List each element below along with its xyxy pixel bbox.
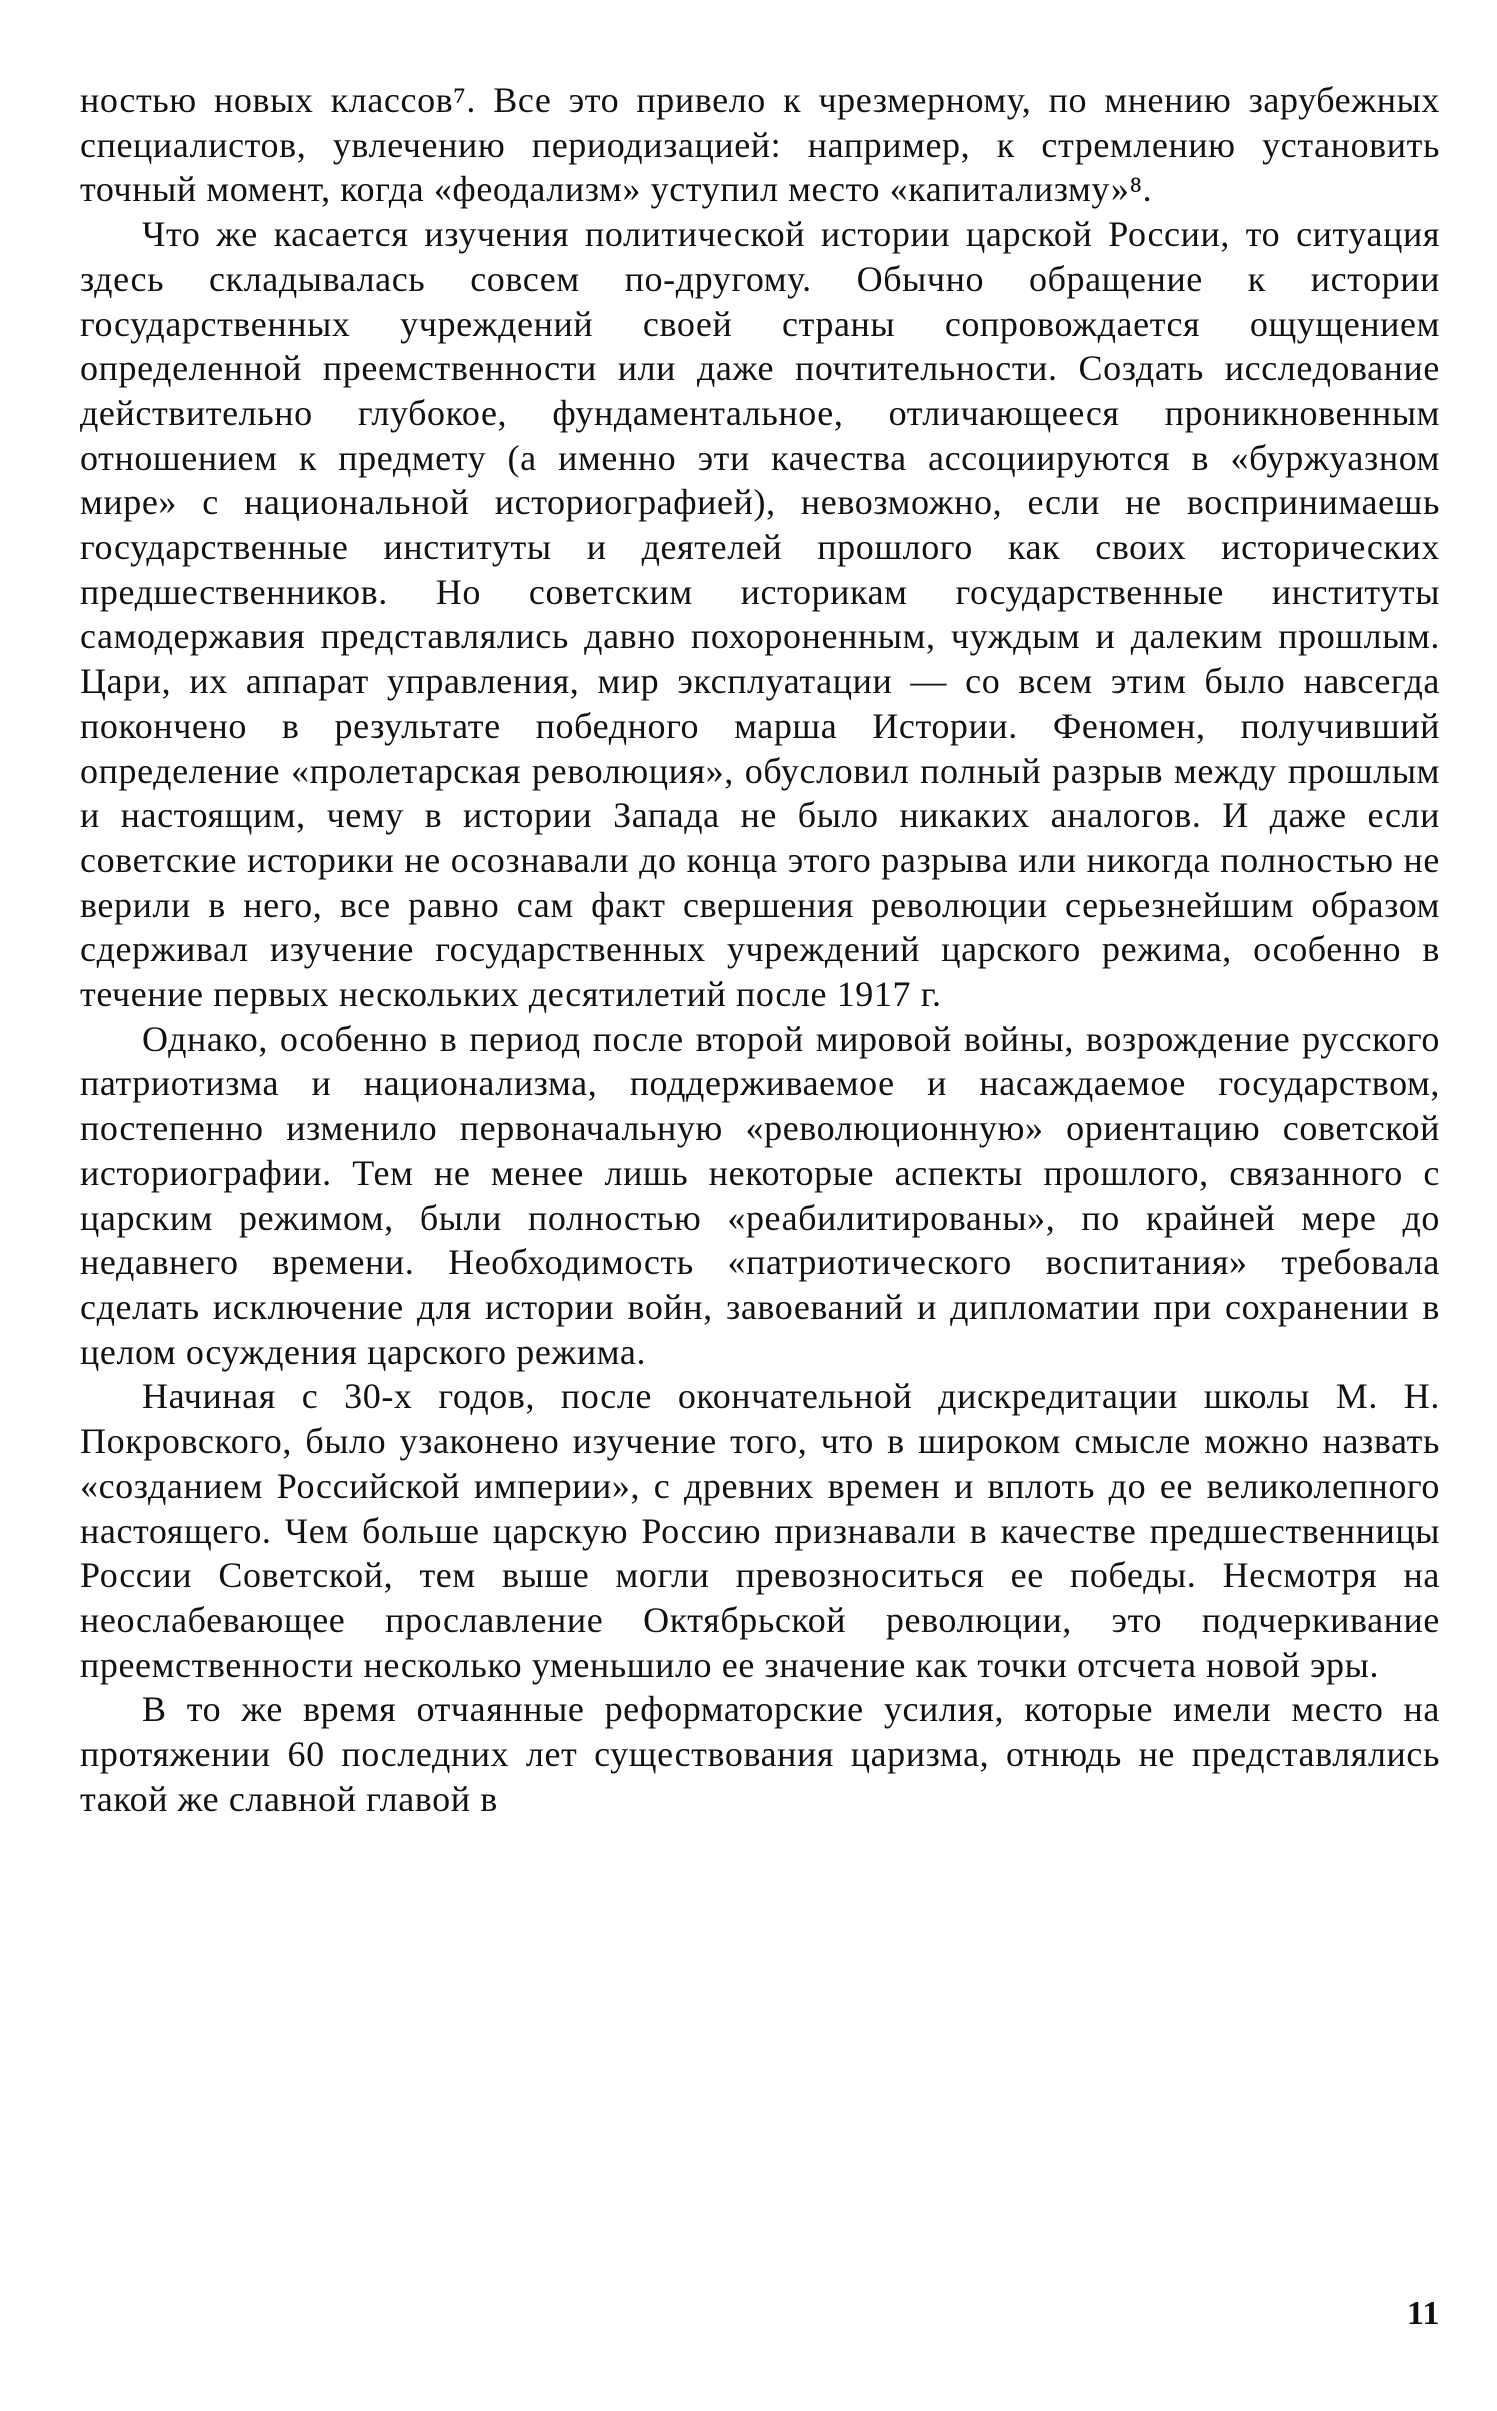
paragraph-1: ностью новых классов⁷. Все это привело к чрезмерному, по мнению зарубежных специалистов, увлечению периодизацией: например, к стремлению установить точный момент, когда «феодализм» уступил место «капитализму»⁸. (80, 80, 1440, 210)
paragraph-4: Начиная с 30-х годов, после окончательной дискредитации школы М. Н. Покровского, было узаконено изучение того, что в широком смысле можно назвать «созданием Российской империи», с древних времен и вплоть до ее великолепного настоящего. Чем больше царскую Россию признавали в качестве предшественницы России Советской, тем выше могли превозноситься ее победы. Несмотря на неослабевающее прославление Октябрьской революции, это подчеркивание преемственности несколько уменьшило ее значение как точки отсчета новой эры. (80, 1376, 1440, 1685)
paragraph-2: Что же касается изучения политической истории царской России, то ситуация здесь складывалась совсем по-другому. Обычно обращение к истории государственных учреждений своей страны сопровождается ощущением определенной преемственности или даже почтительности. Создать исследование действительно глубокое, фундаментальное, отличающееся проникновенным отношением к предмету (а именно эти качества ассоциируются в «буржуазном мире» с национальной историографией), невозможно, если не воспринимаешь государственные институты и деятелей прошлого как своих исторических предшественников. Но советским историкам государственные институты самодержавия представлялись давно похороненным, чуждым и далеким прошлым. Цари, их аппарат управления, мир эксплуатации — со всем этим было навсегда покончено в результате победного марша Истории. Феномен, получивший определение «пролетарская революция», обусловил полный разрыв между прошлым и настоящим, чему в истории Запада не было никаких аналогов. И даже если советские историки не осознавали до конца этого разрыва или никогда полностью не верили в него, все равно сам факт свершения революции серьезнейшим образом сдерживал изучение государственных учреждений царского режима, особенно в течение первых нескольких десятилетий после 1917 г. (80, 214, 1440, 1015)
page-body (80, 78, 1440, 1821)
paragraph-3: Однако, особенно в период после второй мировой войны, возрождение русского патриотизма и национализма, поддерживаемое и насаждаемое государством, постепенно изменило первоначальную «революционную» ориентацию советской историографии. Тем не менее лишь некоторые аспекты прошлого, связанного с царским режимом, были полностью «реабилитированы», по крайней мере до недавнего времени. Необходимость «патриотического воспитания» требовала сделать исключение для истории войн, завоеваний и дипломатии при сохранении в целом осуждения царского режима. (80, 1018, 1440, 1372)
page-number: 11 (1406, 2295, 1440, 2332)
paragraph-5: В то же время отчаянные реформаторские усилия, которые имели место на протяжении 60 последних лет существования царизма, отнюдь не представлялись такой же славной главой в (80, 1689, 1440, 1819)
